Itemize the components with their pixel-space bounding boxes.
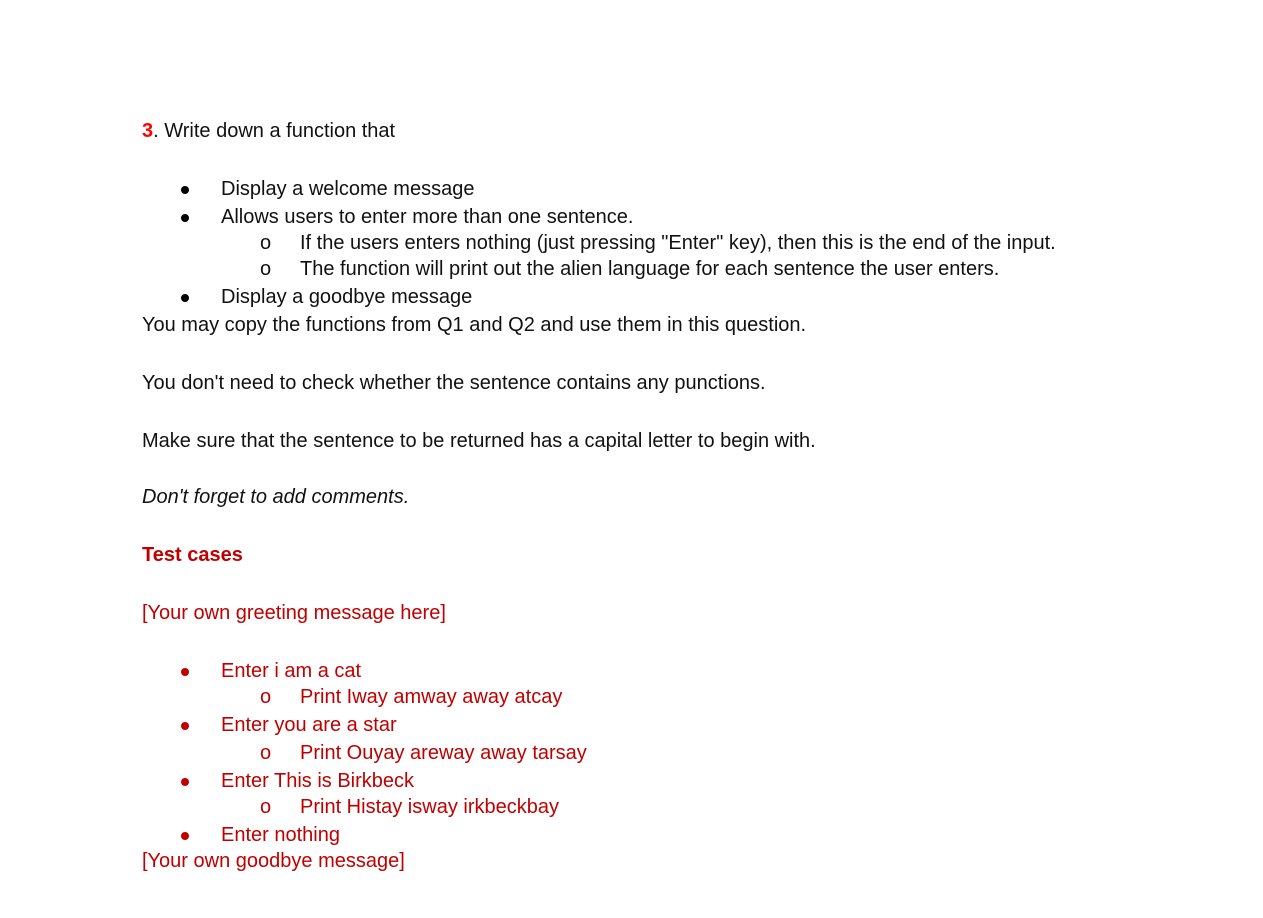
bullet-marker: [181, 177, 189, 201]
sub-bullet-marker: o: [260, 258, 272, 280]
question-heading: [142, 119, 395, 143]
test-case-print: Print Histay isway irkbeckbay: [300, 796, 559, 818]
sub-bullet-marker: o: [260, 742, 272, 764]
bullet-marker: [181, 769, 189, 793]
test-case-enter: Enter i am a cat: [221, 660, 362, 682]
bullet-marker: [181, 205, 189, 229]
test-case-enter-nothing: Enter nothing: [221, 824, 340, 846]
bullet-marker: [181, 285, 189, 309]
bullet-goodbye: Display a goodbye message: [221, 286, 473, 308]
test-case-print: Print Iway amway away atcay: [300, 686, 563, 708]
question-number: 3: [142, 120, 154, 142]
bullet-marker: [181, 659, 189, 683]
note-copy-functions: You may copy the functions from Q1 and Q2 and use them in this question.: [142, 314, 807, 336]
sub-bullet-empty-input: If the users enters nothing (just pressing "Enter" key), then this is the end of the input.: [300, 232, 1056, 254]
greeting-placeholder: [Your own greeting message here]: [142, 602, 446, 624]
bullet-marker: [181, 823, 189, 847]
test-case-print: Print Ouyay areway away tarsay: [300, 742, 587, 764]
sub-bullet-marker: o: [260, 686, 272, 708]
test-case-enter: Enter you are a star: [221, 714, 397, 736]
test-cases-heading: Test cases: [142, 544, 243, 566]
note-capital-letter: Make sure that the sentence to be returned has a capital letter to begin with.: [142, 430, 816, 452]
goodbye-placeholder: [Your own goodbye message]: [142, 850, 405, 872]
sub-bullet-marker: o: [260, 796, 272, 818]
bullet-welcome: Display a welcome message: [221, 178, 475, 200]
bullet-marker: [181, 713, 189, 737]
bullet-multiple-sentences: Allows users to enter more than one sentence.: [221, 206, 634, 228]
sub-bullet-alien-output: The function will print out the alien language for each sentence the user enters.: [300, 258, 1000, 280]
question-intro: . Write down a function that: [153, 120, 396, 142]
test-case-enter: Enter This is Birkbeck: [221, 770, 415, 792]
sub-bullet-marker: o: [260, 232, 272, 254]
note-comments: Don't forget to add comments.: [142, 486, 410, 508]
note-punctuation: You don't need to check whether the sentence contains any punctions.: [142, 372, 766, 394]
